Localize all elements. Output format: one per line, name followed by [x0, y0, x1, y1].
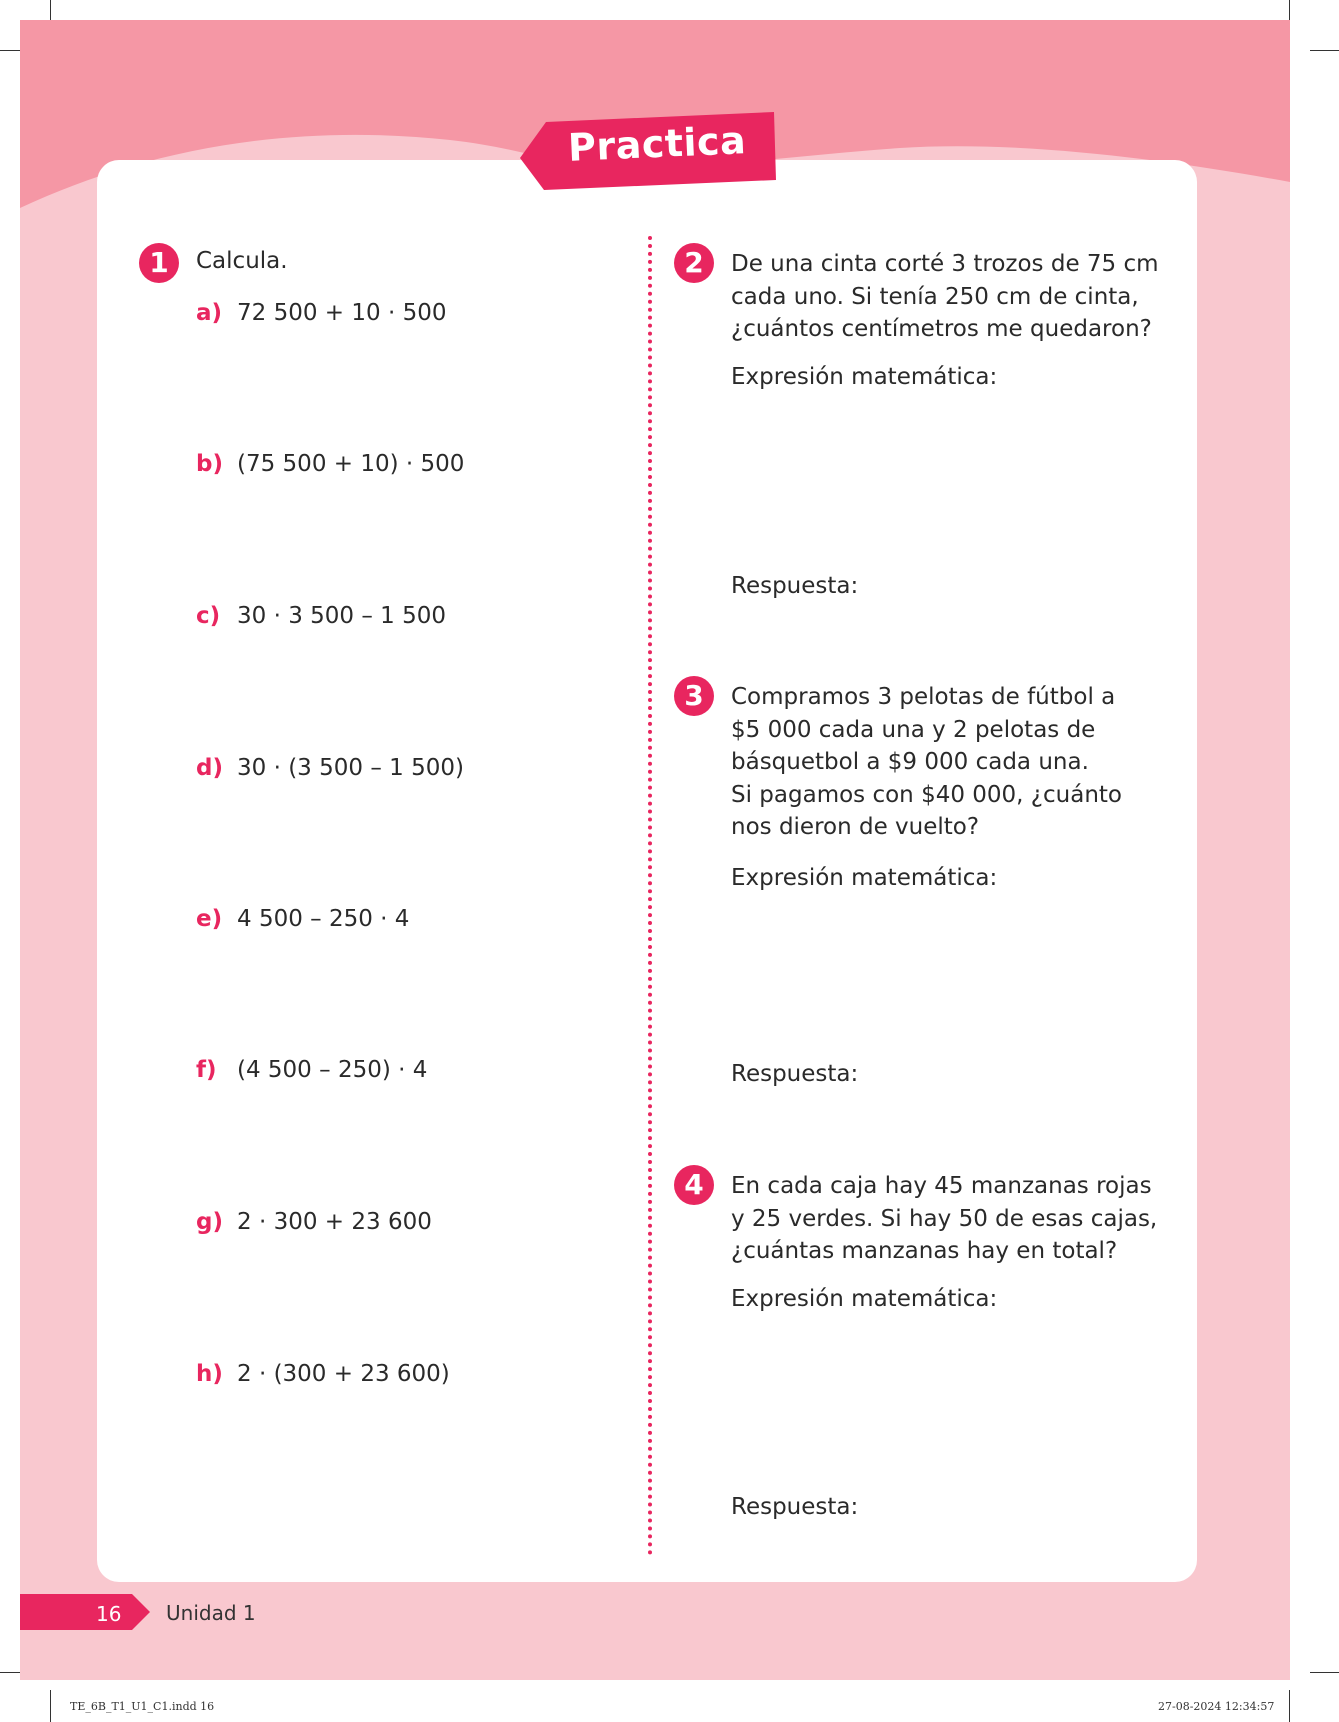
exercise-instruction: Calcula.: [196, 248, 288, 274]
item-letter: g): [196, 1209, 223, 1235]
problem-statement: De una cinta corté 3 trozos de 75 cm cada uno. Si tenía 250 cm de cinta, ¿cuántos centímetros me quedaron?: [731, 251, 1159, 342]
item-expression: 30 · 3 500 – 1 500: [237, 603, 447, 629]
page-number: 16: [96, 1602, 122, 1626]
crop-mark: [1310, 50, 1339, 51]
item-letter: a): [196, 300, 223, 326]
item-expression: (75 500 + 10) · 500: [237, 451, 465, 477]
crop-mark: [0, 50, 20, 51]
crop-mark: [1310, 1672, 1339, 1673]
expression-label: Expresión matemática:: [731, 865, 998, 891]
print-slug-timestamp: 27-08-2024 12:34:57: [1158, 1700, 1275, 1713]
unit-label: Unidad 1: [166, 1601, 256, 1625]
crop-mark: [1289, 0, 1290, 20]
exercise-number-badge: 2: [674, 243, 714, 283]
item-expression: 72 500 + 10 · 500: [237, 300, 447, 326]
exercise-number-badge: 3: [674, 676, 714, 716]
item-expression: 2 · 300 + 23 600: [237, 1209, 432, 1235]
column-divider: [648, 236, 652, 1556]
crop-mark: [50, 1690, 51, 1722]
expression-label: Expresión matemática:: [731, 364, 998, 390]
answer-label: Respuesta:: [731, 1061, 859, 1087]
item-expression: (4 500 – 250) · 4: [237, 1057, 428, 1083]
exercise-number-badge: 4: [674, 1165, 714, 1205]
item-letter: e): [196, 906, 223, 932]
crop-mark: [1289, 1690, 1290, 1722]
item-letter: b): [196, 451, 223, 477]
item-letter: h): [196, 1361, 223, 1387]
exercise-number-badge: 1: [139, 243, 179, 283]
page-number-tab: [20, 1594, 152, 1630]
answer-label: Respuesta:: [731, 1494, 859, 1520]
item-letter: f): [196, 1057, 217, 1083]
item-letter: d): [196, 755, 223, 781]
print-slug-file: TE_6B_T1_U1_C1.indd 16: [70, 1700, 215, 1713]
item-letter: c): [196, 603, 221, 629]
answer-label: Respuesta:: [731, 573, 859, 599]
crop-mark: [50, 0, 51, 20]
problem-statement: Compramos 3 pelotas de fútbol a $5 000 cada una y 2 pelotas de básquetbol a $9 000 cada una. Si pagamos con $40 000, ¿cuánto nos dieron de vuelto?: [731, 684, 1122, 840]
crop-mark: [0, 1672, 20, 1673]
item-expression: 4 500 – 250 · 4: [237, 906, 410, 932]
problem-statement: En cada caja hay 45 manzanas rojas y 25 verdes. Si hay 50 de esas cajas, ¿cuántas manzanas hay en total?: [731, 1173, 1158, 1264]
item-expression: 30 · (3 500 – 1 500): [237, 755, 464, 781]
expression-label: Expresión matemática:: [731, 1286, 998, 1312]
item-expression: 2 · (300 + 23 600): [237, 1361, 450, 1387]
section-title: Practica: [567, 118, 747, 170]
